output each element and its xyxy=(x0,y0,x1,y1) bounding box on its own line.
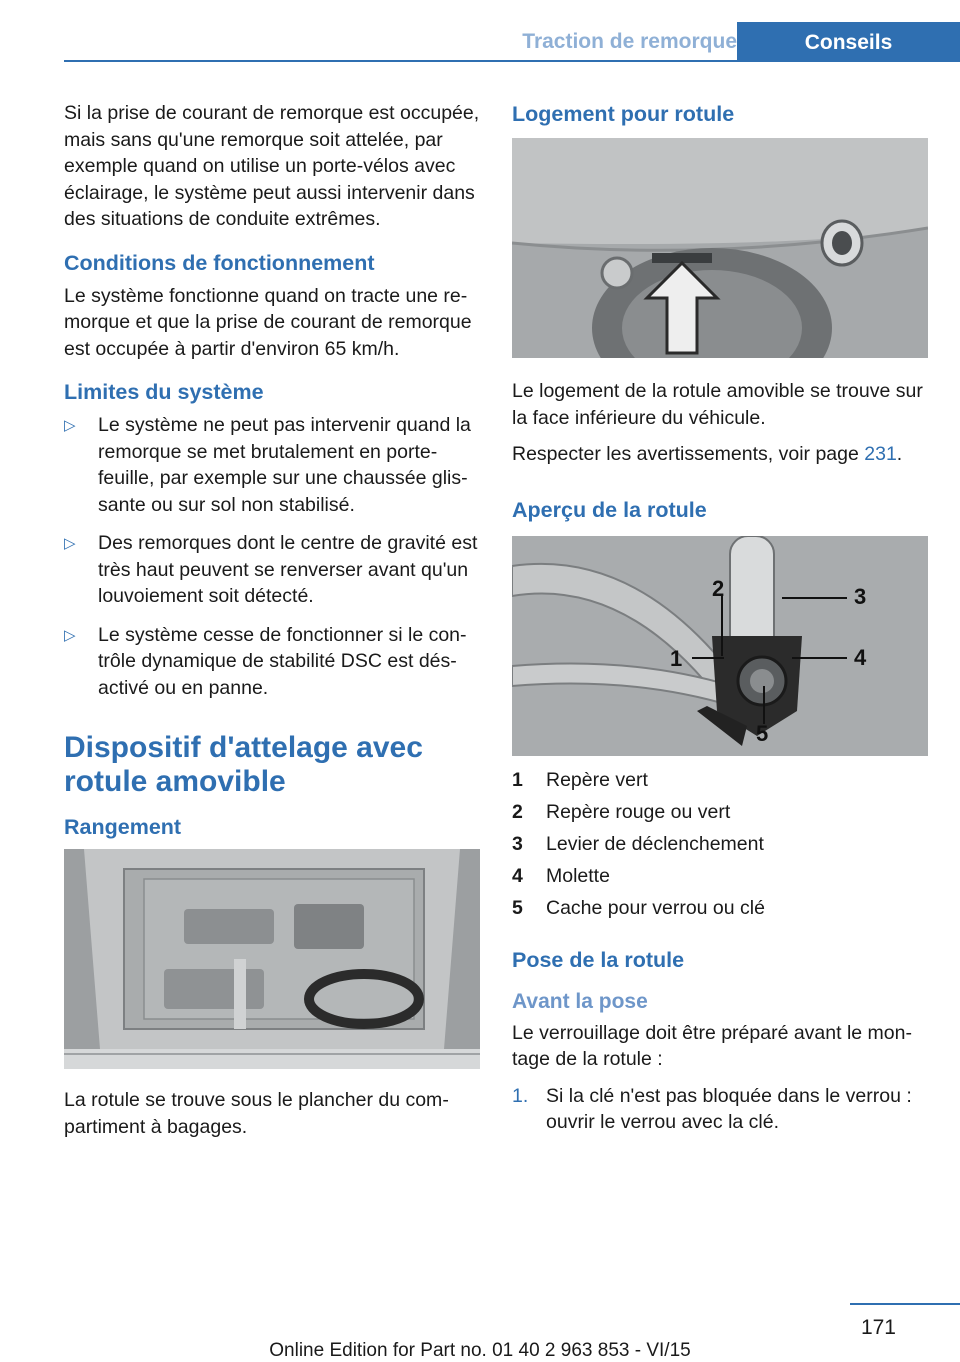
left-column xyxy=(64,100,482,1150)
edition-footer: Online Edition for Part no. 01 40 2 963 853 - VI/15 xyxy=(269,1340,691,1361)
luggage-compartment-illustration xyxy=(64,849,480,1069)
list-item: 3 Levier de déclenchement xyxy=(512,832,764,855)
footer-rule xyxy=(850,1303,960,1305)
list-item: 4 Molette xyxy=(512,864,610,887)
list-item: ▷ Le système cesse de fonctionner si le contrôle dynamique de stabilité DSC est désactivé ou en panne. xyxy=(64,623,467,699)
before-mount-heading: Avant la pose xyxy=(512,989,648,1013)
ball-head-illustration xyxy=(512,536,928,756)
list-item: ▷ Des remorques dont le centre de gravité est très haut peuvent se renverser avant qu'un louvoiement soit détecté. xyxy=(64,532,478,607)
ball-head-legend xyxy=(512,764,928,924)
conditions-heading: Conditions de fonctionnement xyxy=(64,250,375,275)
right-column xyxy=(512,100,928,1136)
limits-list xyxy=(64,412,482,701)
mount-steps-list xyxy=(512,1083,928,1136)
limits-heading: Limites du système xyxy=(64,380,264,404)
callout-4: 4 xyxy=(854,644,867,670)
intro-paragraph: Si la prise de courant de remorque est occupée, mais sans qu'une remorque soit attelée, par exemple quand on utilise un porte-vélos avec éclairage, le système peut aussi intervenir dans des situations de conduite extrêmes. xyxy=(64,102,480,230)
callout-2: 2 xyxy=(712,575,725,601)
chapter-tab: Conseils xyxy=(737,22,960,62)
warning-paragraph: Respecter les avertissements, voir page 231. xyxy=(512,443,903,465)
header-rule xyxy=(64,60,960,62)
tow-hitch-housing-image xyxy=(512,138,928,358)
page-reference-link[interactable]: 231 xyxy=(864,443,897,465)
housing-heading: Logement pour rotule xyxy=(512,102,735,126)
list-item: 2 Repère rouge ou vert xyxy=(512,800,731,823)
main-section-heading: Dispositif d'attelage avec rotule amovible xyxy=(64,731,423,798)
conditions-paragraph: Le système fonctionne quand on tracte une remorque et que la prise de courant de remorque est occupée à partir d'environ 65 km/h. xyxy=(64,284,472,360)
list-item: 1 Repère vert xyxy=(512,768,648,791)
ball-head-overview-image xyxy=(512,536,928,756)
luggage-compartment-image xyxy=(64,849,480,1069)
storage-heading: Rangement xyxy=(64,815,182,839)
storage-paragraph: La rotule se trouve sous le plancher du compartiment à bagages. xyxy=(64,1089,449,1138)
triangle-bullet-icon: ▷ xyxy=(64,417,76,434)
mount-heading: Pose de la rotule xyxy=(512,947,685,972)
triangle-bullet-icon: ▷ xyxy=(64,535,76,552)
callout-3: 3 xyxy=(854,583,867,609)
list-item: 5 Cache pour verrou ou clé xyxy=(512,896,765,919)
section-title: Traction de remorque xyxy=(522,30,737,53)
before-mount-paragraph: Le verrouillage doit être préparé avant le montage de la rotule : xyxy=(512,1021,912,1070)
tow-hitch-housing-illustration xyxy=(512,138,928,358)
page-header xyxy=(64,0,960,62)
list-item: ▷ Le système ne peut pas intervenir quand la remorque se met brutalement en porte-feuille, par exemple sur une chaussée glissante ou sur sol non stabilisé. xyxy=(64,414,471,516)
callout-1: 1 xyxy=(670,645,683,671)
overview-heading: Aperçu de la rotule xyxy=(512,497,707,522)
housing-paragraph: Le logement de la rotule amovible se trouve sur la face inférieure du véhicule. xyxy=(512,380,923,429)
page-number: 171 xyxy=(860,1316,896,1339)
triangle-bullet-icon: ▷ xyxy=(64,626,76,644)
list-item: 1. Si la clé n'est pas bloquée dans le verrou : ouvrir le verrou avec la clé. xyxy=(512,1084,912,1133)
callout-5: 5 xyxy=(756,720,769,746)
